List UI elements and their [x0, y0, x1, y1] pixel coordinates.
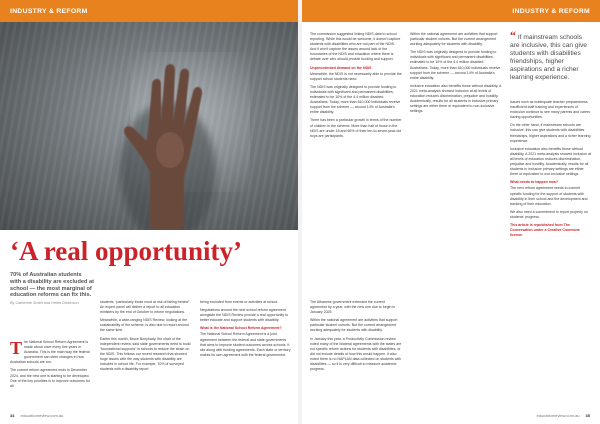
paragraph: The National School Reform Agreement is a joint agreement between the federal and state governments that aims to improve student outcomes across schools. It sits along with funding agreements. Each state or territory makes its own agreement with the federal government. — [200, 332, 291, 357]
footer-site-right: educationreview.com.au — [536, 413, 580, 418]
paragraph: Within the national agreement are activities that support particular student cohorts. But the current arrangement working adequately for students with disability. — [310, 318, 398, 333]
republish-note: This article is republished from The Conversation under a Creative Commons license. — [510, 222, 580, 238]
pull-quote-text — [510, 28, 592, 83]
section-label-left: INDUSTRY & REFORM — [10, 7, 88, 15]
body-column-3 — [200, 300, 292, 361]
lead-paragraph — [10, 340, 94, 365]
paragraph: he National School Reform Agreement is made about once every five years in Australia. This is the main way the federal government can steer changes in how Australian schools are run. — [10, 340, 90, 365]
section-heading: What is the National School Reform Agreement? — [200, 326, 282, 331]
paragraph: Meanwhile, a wide-ranging NDIS Review, looking at the sustainability of the scheme, is also due to report around the same time. — [100, 318, 189, 333]
body-column-5 — [310, 32, 402, 142]
paragraph: In January this year, a Productivity Commission review noted many of the bilateral agreements with the states are not specific reform actions for students with disabilities, or did not include details of how this would happen. It also noted there is no NAPLAN data collected on students with disabilities — so it is very difficult to measure academic progress. — [310, 336, 402, 372]
quote-mark-icon: “ — [510, 28, 516, 42]
page-gutter — [298, 0, 302, 424]
page-number-left: 34 — [10, 413, 15, 418]
article-title: ‘A real opportunity’ — [10, 236, 243, 266]
paragraph: On the other hand, if mainstream schools are inclusive, this can give students with disabilities friendships, higher aspirations and a richer learning experience. — [510, 123, 591, 143]
paragraph: Inclusive education also benefits those without disability. A 2021 meta-analysis showed inclusion at all levels of education reduces discrimination, prejudice and hostility. Academically, results for all students in inclusive primary settings are either there or equivalent to non-inclusive settings. — [510, 146, 591, 177]
paragraph: Meanwhile, the NDIS is not necessarily able to provide the support school students need. — [310, 71, 402, 81]
article-deck: 70% of Australian students with a disability are excluded at school — the most marginal of education reforms can fix this. — [10, 272, 94, 299]
section-heading: Unprecedented demand on the NDIS — [310, 65, 372, 70]
footer-site-left: educationreview.com.au — [20, 413, 64, 418]
paragraph: The Albanese government extended the current agreement by a year, with the new one due to begin in January 2025. — [310, 300, 396, 315]
article-byline: By Catherine Smith and Helen Dickinson — [10, 301, 79, 306]
hero-photo — [0, 22, 298, 230]
paragraph: We also need a commitment to report properly on students' progress. — [510, 209, 588, 219]
footer-left — [10, 413, 63, 418]
paragraph: The next reform agreement needs to commit specific funding for the support of students with disability in their school and the development and tracking of their education. — [510, 186, 588, 206]
section-heading: What needs to happen now? — [510, 180, 559, 185]
drop-cap: T — [10, 338, 23, 358]
paragraph: Inclusive education also benefits those without disability. A 2021 meta-analysis showed inclusion at all levels of education reduces discrimination, prejudice and hostility. Academically, results for all students in inclusive primary settings are either there or equivalent to non-inclusive settings. — [410, 83, 502, 114]
page-number-right: 35 — [585, 413, 590, 418]
paragraph: The NDIS was originally designed to provide funding to individuals with significant and permanent disabilities, estimated to be 10% of the 4.4 million disabled Australians. Today, more than 610,000 individuals receive support from the scheme — around 14% of Australia's entire disability. — [410, 50, 501, 80]
paragraph: Negotiations around the next school reform agreement alongside the NDIS Review provide a real opportunity to better educate and support students with disability. — [200, 308, 289, 323]
paragraph: There has been a particular growth in terms of the number of children in the scheme. More than half of those in the NDIS are under 18 and 65% of their ten-to-seven-year-old boys are participants. — [310, 118, 402, 138]
paragraph: The commission suggested linking NDIS data to school reporting. While this would be welcome, it doesn't capture students with disabilities who are not part of the NDIS. And it won't capture the issues around lack of the boundaries of the NDIS and education where there is debate over who should provide funding and support. — [310, 32, 401, 62]
body-column-4 — [310, 300, 402, 375]
paragraph: students, “particularly those most at risk of falling behind”. An expert panel will deliver a report to all education ministers by the end of October to inform negotiations. — [100, 300, 191, 315]
hand-silhouette-icon — [0, 22, 298, 230]
body-column-2 — [100, 300, 192, 375]
paragraph: The current reform agreement ends in December 2024, and the new one is starting to be developed. One of the key priorities is to improve outcomes for all — [10, 368, 91, 388]
section-label-right: INDUSTRY & REFORM — [512, 7, 590, 15]
body-column-1 — [10, 340, 94, 392]
pull-quote — [510, 28, 592, 83]
article-intro — [10, 272, 94, 306]
header-bar-left — [0, 0, 298, 22]
body-column-6 — [510, 100, 592, 239]
header-bar-right — [302, 0, 600, 22]
pull-quote-body: If mainstream schools are inclusive, this can give students with disabilities friendships, higher aspirations and a richer learning experience. — [510, 34, 587, 82]
paragraph: Earlier this month, Bruce Bonyhady, the chair of the independent review, said state governments need to build “foundational supports” in schools to reduce the strain on the NDIS. This follows our recent research that showed huge issues with the way students with disability are included in school life. For example, 70% of surveyed students with a disability report — [100, 336, 191, 372]
paragraph: being excluded from events or activities at school. — [200, 300, 279, 304]
paragraph: The NDIS was originally designed to provide funding to individuals with significant and permanent disabilities, estimated to be 10% of the 4.4 million disabled Australians. Today, more than 610,000 individuals receive support from the scheme — around 14% of Australia's entire disability. — [310, 84, 401, 115]
footer-right — [537, 413, 590, 418]
paragraph: Issues such as inadequate teacher preparedness, insufficient staff training and experiences of exclusion continue to see many parents and carers having opportunities. — [510, 100, 591, 120]
paragraph: Within the national agreement are activities that support particular student cohorts. But the current arrangement working adequately for students with disability. — [410, 32, 498, 47]
body-column-7 — [410, 32, 502, 117]
